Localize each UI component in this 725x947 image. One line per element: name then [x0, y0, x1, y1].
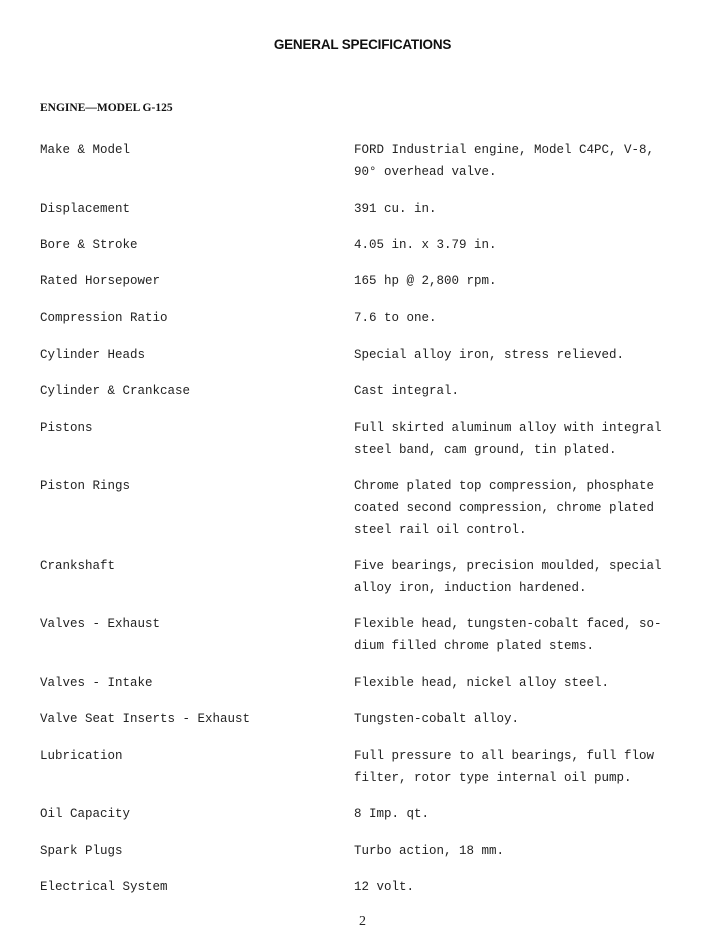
spec-label: Electrical System [40, 880, 168, 894]
spec-label: Valve Seat Inserts - Exhaust [40, 712, 251, 726]
spec-value-line: Flexible head, tungsten-cobalt faced, so- [354, 617, 662, 631]
spec-value-line: 8 Imp. qt. [354, 807, 430, 821]
spec-label: Valves - Intake [40, 676, 153, 690]
spec-value [354, 672, 609, 694]
spec-value-line: 12 volt. [354, 880, 415, 894]
spec-value-line: filter, rotor type internal oil pump. [354, 771, 632, 785]
spec-label: Crankshaft [40, 559, 116, 573]
spec-value [354, 344, 624, 366]
spec-label: Compression Ratio [40, 311, 168, 325]
spec-value-line: 391 cu. in. [354, 202, 437, 216]
page-title: GENERAL SPECIFICATIONS [273, 37, 452, 52]
spec-label: Bore & Stroke [40, 238, 138, 252]
spec-value-line: steel band, cam ground, tin plated. [354, 443, 617, 457]
spec-value-line: Tungsten-cobalt alloy. [354, 712, 520, 726]
spec-label: Oil Capacity [40, 807, 131, 821]
spec-value-line: Cast integral. [354, 384, 460, 398]
spec-value [354, 307, 437, 329]
spec-label: Cylinder & Crankcase [40, 384, 191, 398]
spec-value-line: Full pressure to all bearings, full flow [354, 749, 655, 763]
spec-value [354, 708, 519, 730]
spec-value [354, 270, 497, 292]
spec-label: Displacement [40, 202, 131, 216]
spec-value [354, 745, 654, 789]
spec-value [354, 198, 437, 220]
spec-value [354, 803, 429, 825]
spec-value [354, 555, 662, 599]
section-heading: ENGINE—MODEL G-125 [40, 102, 173, 114]
spec-value [354, 417, 662, 461]
spec-value-line: Flexible head, nickel alloy steel. [354, 676, 610, 690]
spec-value-line: steel rail oil control. [354, 523, 527, 537]
spec-value-line: FORD Industrial engine, Model C4PC, V-8, [354, 143, 655, 157]
spec-value-line: 90° overhead valve. [354, 165, 497, 179]
spec-value-line: Full skirted aluminum alloy with integral [354, 421, 662, 435]
spec-value [354, 139, 654, 183]
spec-value-line: dium filled chrome plated stems. [354, 639, 595, 653]
spec-value-line: alloy iron, induction hardened. [354, 581, 587, 595]
spec-label: Cylinder Heads [40, 348, 146, 362]
spec-value-line: Five bearings, precision moulded, special [354, 559, 662, 573]
spec-value-line: 7.6 to one. [354, 311, 437, 325]
spec-value [354, 876, 414, 898]
spec-value-line: coated second compression, chrome plated [354, 501, 655, 515]
page-number: 2 [359, 914, 366, 929]
spec-value [354, 234, 497, 256]
spec-value [354, 380, 459, 402]
spec-value-line: Turbo action, 18 mm. [354, 844, 505, 858]
spec-label: Spark Plugs [40, 844, 123, 858]
spec-value-line: 165 hp @ 2,800 rpm. [354, 274, 497, 288]
spec-value [354, 475, 654, 541]
spec-label: Valves - Exhaust [40, 617, 161, 631]
spec-label: Make & Model [40, 143, 131, 157]
spec-value [354, 613, 662, 657]
spec-value [354, 840, 504, 862]
spec-label: Lubrication [40, 749, 123, 763]
spec-label: Pistons [40, 421, 93, 435]
spec-label: Piston Rings [40, 479, 131, 493]
spec-value-line: Special alloy iron, stress relieved. [354, 348, 625, 362]
spec-value-line: Chrome plated top compression, phosphate [354, 479, 655, 493]
spec-value-line: 4.05 in. x 3.79 in. [354, 238, 497, 252]
spec-label: Rated Horsepower [40, 274, 161, 288]
